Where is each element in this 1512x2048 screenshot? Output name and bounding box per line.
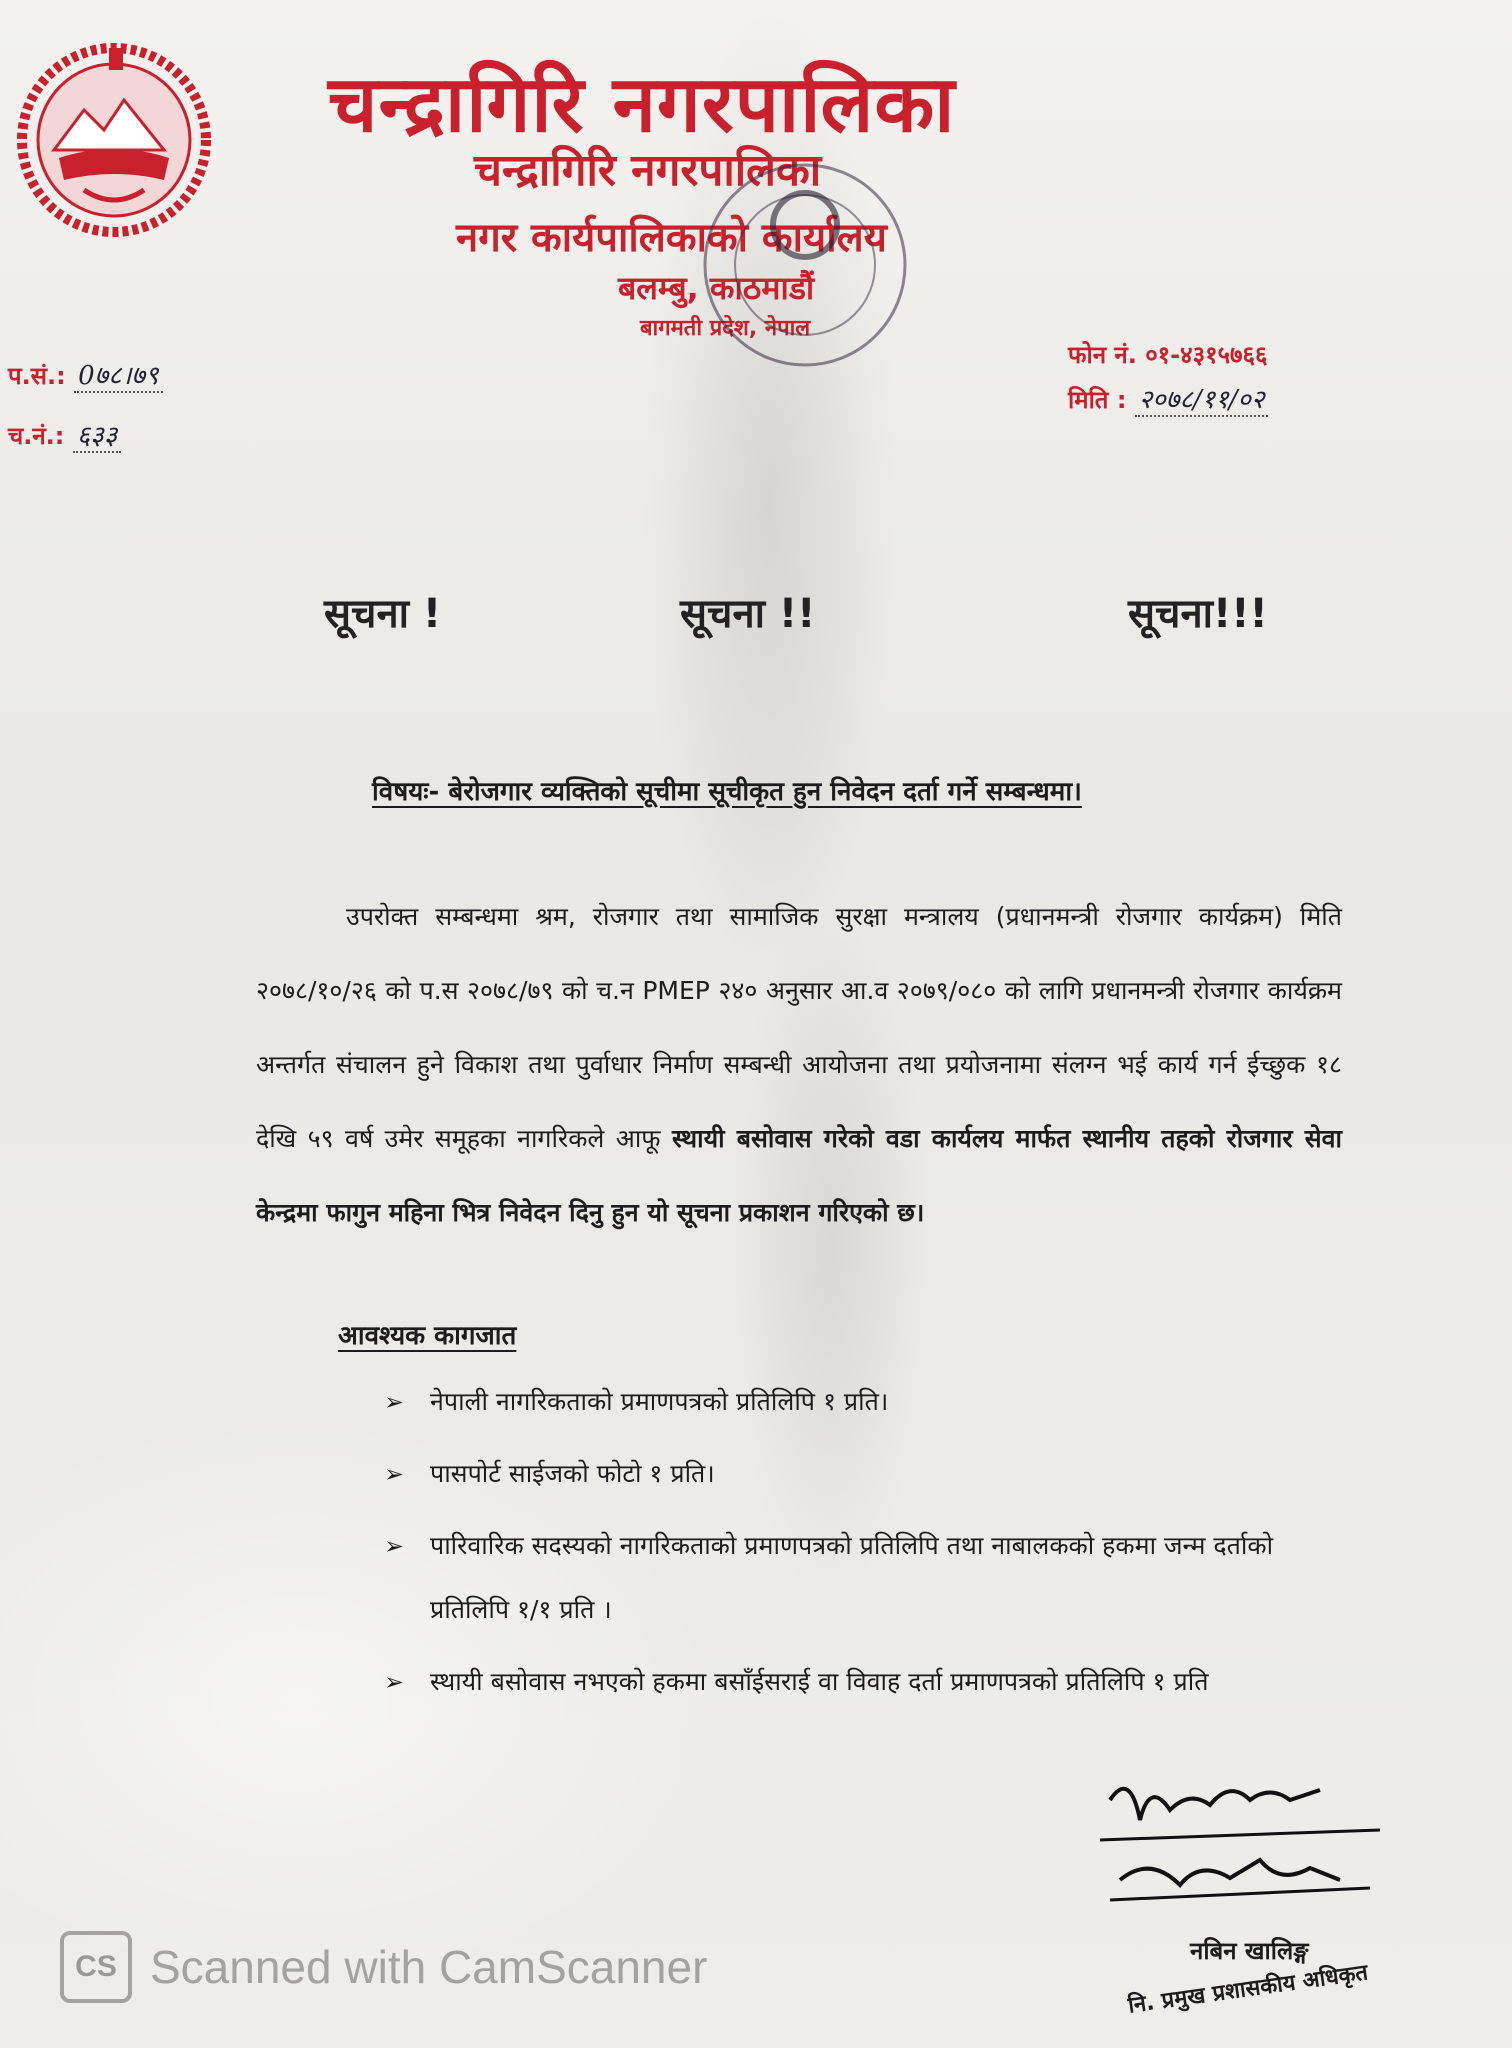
notice-heading-2: सूचना !! — [680, 591, 816, 637]
dispatch-number-value: ६३३ — [73, 421, 122, 453]
reference-number-value: 0७८।७९ — [74, 361, 162, 393]
signer-title: नि. प्रमुख प्रशासकीय अधिकृत — [1126, 1960, 1370, 2019]
reference-number — [8, 356, 163, 392]
notice-heading-3: सूचना!!! — [1128, 591, 1268, 637]
date-value: २०७८/११/०२ — [1135, 385, 1269, 417]
nepal-emblem-icon — [14, 40, 214, 240]
phone-label: फोन नं. — [1068, 341, 1137, 369]
required-documents-heading: आवश्यक कागजात — [338, 1321, 517, 1351]
list-item — [384, 1370, 1344, 1434]
scanner-watermark — [60, 1932, 707, 2002]
office-name: नगर कार्यपालिकाको कार्यालय — [456, 215, 887, 261]
body-text-plain: उपरोक्त सम्बन्धमा श्रम, रोजगार तथा सामाजिक सुरक्षा मन्त्रालय (प्रधानमन्त्री रोजगार कार्यक्रम) मिति २०७८/१०/२६ को प.स २०७८/७९ को च.न PMEP २४० अनुसार आ.व २०७९/०८० को लागि प्रधानमन्त्री रोजगार कार्यक्रम अन्तर्गत संचालन हुने विकाश तथा पुर्वाधार निर्माण सम्बन्धी आयोजना तथा प्रयोजनामा संलग्न भई कार्य गर्न ईच्छुक १८ देखि ५९ वर्ष उमेर समूहका नागरिकले आफू — [256, 902, 1342, 1153]
dispatch-number — [8, 416, 121, 452]
municipality-name-secondary: चन्द्रागिरि नगरपालिका — [474, 145, 822, 196]
municipality-name: चन्द्रागिरि नगरपालिका — [328, 60, 956, 150]
camscanner-logo-icon: CS — [60, 1931, 132, 2003]
arrow-bullet-icon: ➢ — [384, 1532, 405, 1560]
list-item-text: स्थायी बसोवास नभएको हकमा बसाँईसराई वा विवाह दर्ता प्रमाणपत्रको प्रतिलिपि १ प्रति — [430, 1667, 1209, 1696]
body-text-bold: स्थायी बसोवास गरेको वडा कार्यलय मार्फत स्थानीय तहको रोजगार सेवा केन्द्रमा फागुन महिना भित्र निवेदन दिनु हुन यो सूचना प्रकाशन गरिएको छ। — [256, 1124, 1342, 1227]
reference-number-label: प.सं.: — [8, 362, 66, 390]
arrow-bullet-icon: ➢ — [384, 1388, 405, 1416]
phone-number — [1068, 338, 1267, 371]
scanner-watermark-text: Scanned with CamScanner — [150, 1941, 708, 1993]
list-item — [384, 1514, 1344, 1642]
phone-value: ०१-४३१५७६६ — [1145, 341, 1268, 369]
subject-line: विषयः- बेरोजगार व्यक्तिको सूचीमा सूचीकृत हुन निवेदन दर्ता गर्ने सम्बन्धमा। — [372, 777, 1082, 807]
handwritten-signature-icon — [1090, 1760, 1390, 1920]
date-label: मिति : — [1068, 386, 1127, 414]
list-item — [384, 1650, 1344, 1714]
notice-heading-1: सूचना ! — [324, 591, 442, 637]
list-item-text: पारिवारिक सदस्यको नागरिकताको प्रमाणपत्रको प्रतिलिपि तथा नाबालकको हकमा जन्म दर्ताको प्रतिलिपि १/१ प्रति । — [430, 1531, 1274, 1624]
office-location: बलम्बु, काठमाडौं — [618, 269, 815, 307]
list-item — [384, 1442, 1344, 1506]
required-documents-list — [384, 1370, 1344, 1722]
list-item-text: पासपोर्ट साईजको फोटो १ प्रति। — [430, 1459, 715, 1488]
signer-name: नबिन खालिङ्ग — [1190, 1937, 1309, 1965]
arrow-bullet-icon: ➢ — [384, 1668, 405, 1696]
document-date — [1068, 380, 1268, 416]
dispatch-number-label: च.नं.: — [8, 422, 65, 450]
body-paragraph — [256, 880, 1342, 1250]
list-item-text: नेपाली नागरिकताको प्रमाणपत्रको प्रतिलिपि १ प्रति। — [430, 1387, 889, 1416]
arrow-bullet-icon: ➢ — [384, 1460, 405, 1488]
official-stamp-icon — [690, 150, 920, 380]
office-province: बागमती प्रदेश, नेपाल — [640, 316, 811, 341]
